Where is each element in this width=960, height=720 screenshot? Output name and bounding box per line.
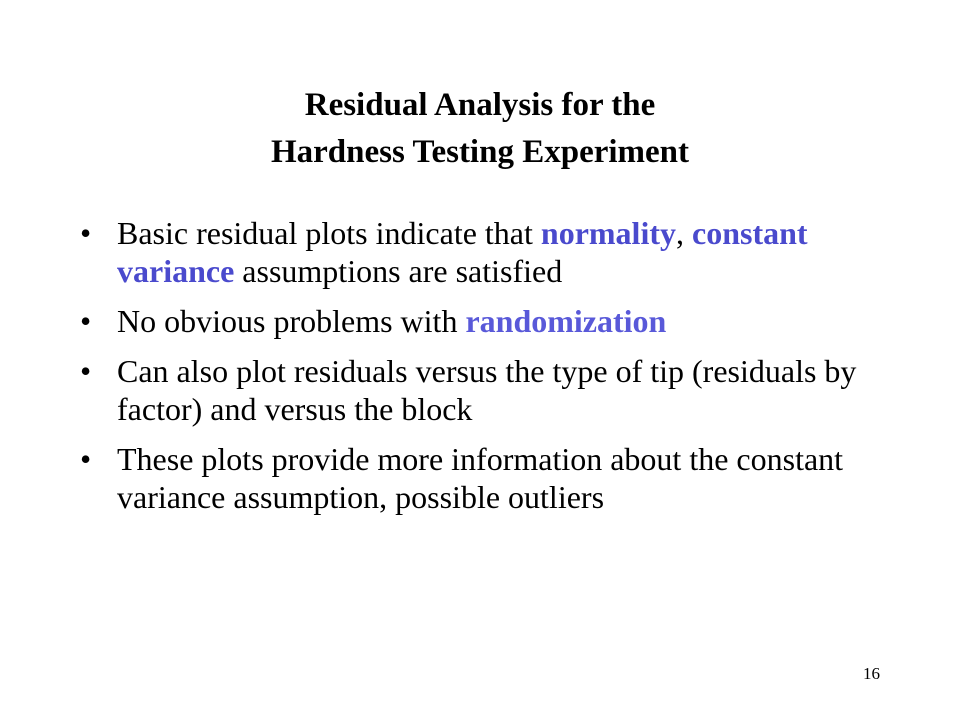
- bullet-item-more-information: [80, 440, 900, 516]
- bullet-item-randomization: [80, 302, 900, 340]
- bullet-list: [80, 214, 900, 528]
- highlight-normality: normality: [540, 215, 676, 251]
- bullet-icon: •: [80, 353, 92, 389]
- bullet-icon: •: [80, 441, 92, 477]
- title-line-1: Residual Analysis for the: [304, 87, 656, 123]
- bullet-text: Can also plot residuals versus the type of tip (residuals by factor) and versus the block: [117, 353, 857, 427]
- highlight-constant-variance: constant variance: [117, 215, 808, 289]
- slide-title: [0, 82, 960, 176]
- bullet-text: assumptions are satisfied: [234, 253, 563, 289]
- bullet-item-residual-plots: [80, 214, 900, 290]
- bullet-text: These plots provide more information about the constant variance assumption, possible outliers: [117, 441, 844, 515]
- bullet-item-plot-by-tip: [80, 352, 900, 428]
- bullet-icon: •: [80, 215, 92, 251]
- highlight-randomization: randomization: [465, 303, 667, 339]
- bullet-text: No obvious problems with: [117, 303, 466, 339]
- title-line-2: Hardness Testing Experiment: [270, 134, 690, 170]
- bullet-text: ,: [675, 215, 692, 251]
- bullet-text: Basic residual plots indicate that: [117, 215, 541, 251]
- page-number: 16: [863, 664, 880, 683]
- bullet-icon: •: [80, 303, 92, 339]
